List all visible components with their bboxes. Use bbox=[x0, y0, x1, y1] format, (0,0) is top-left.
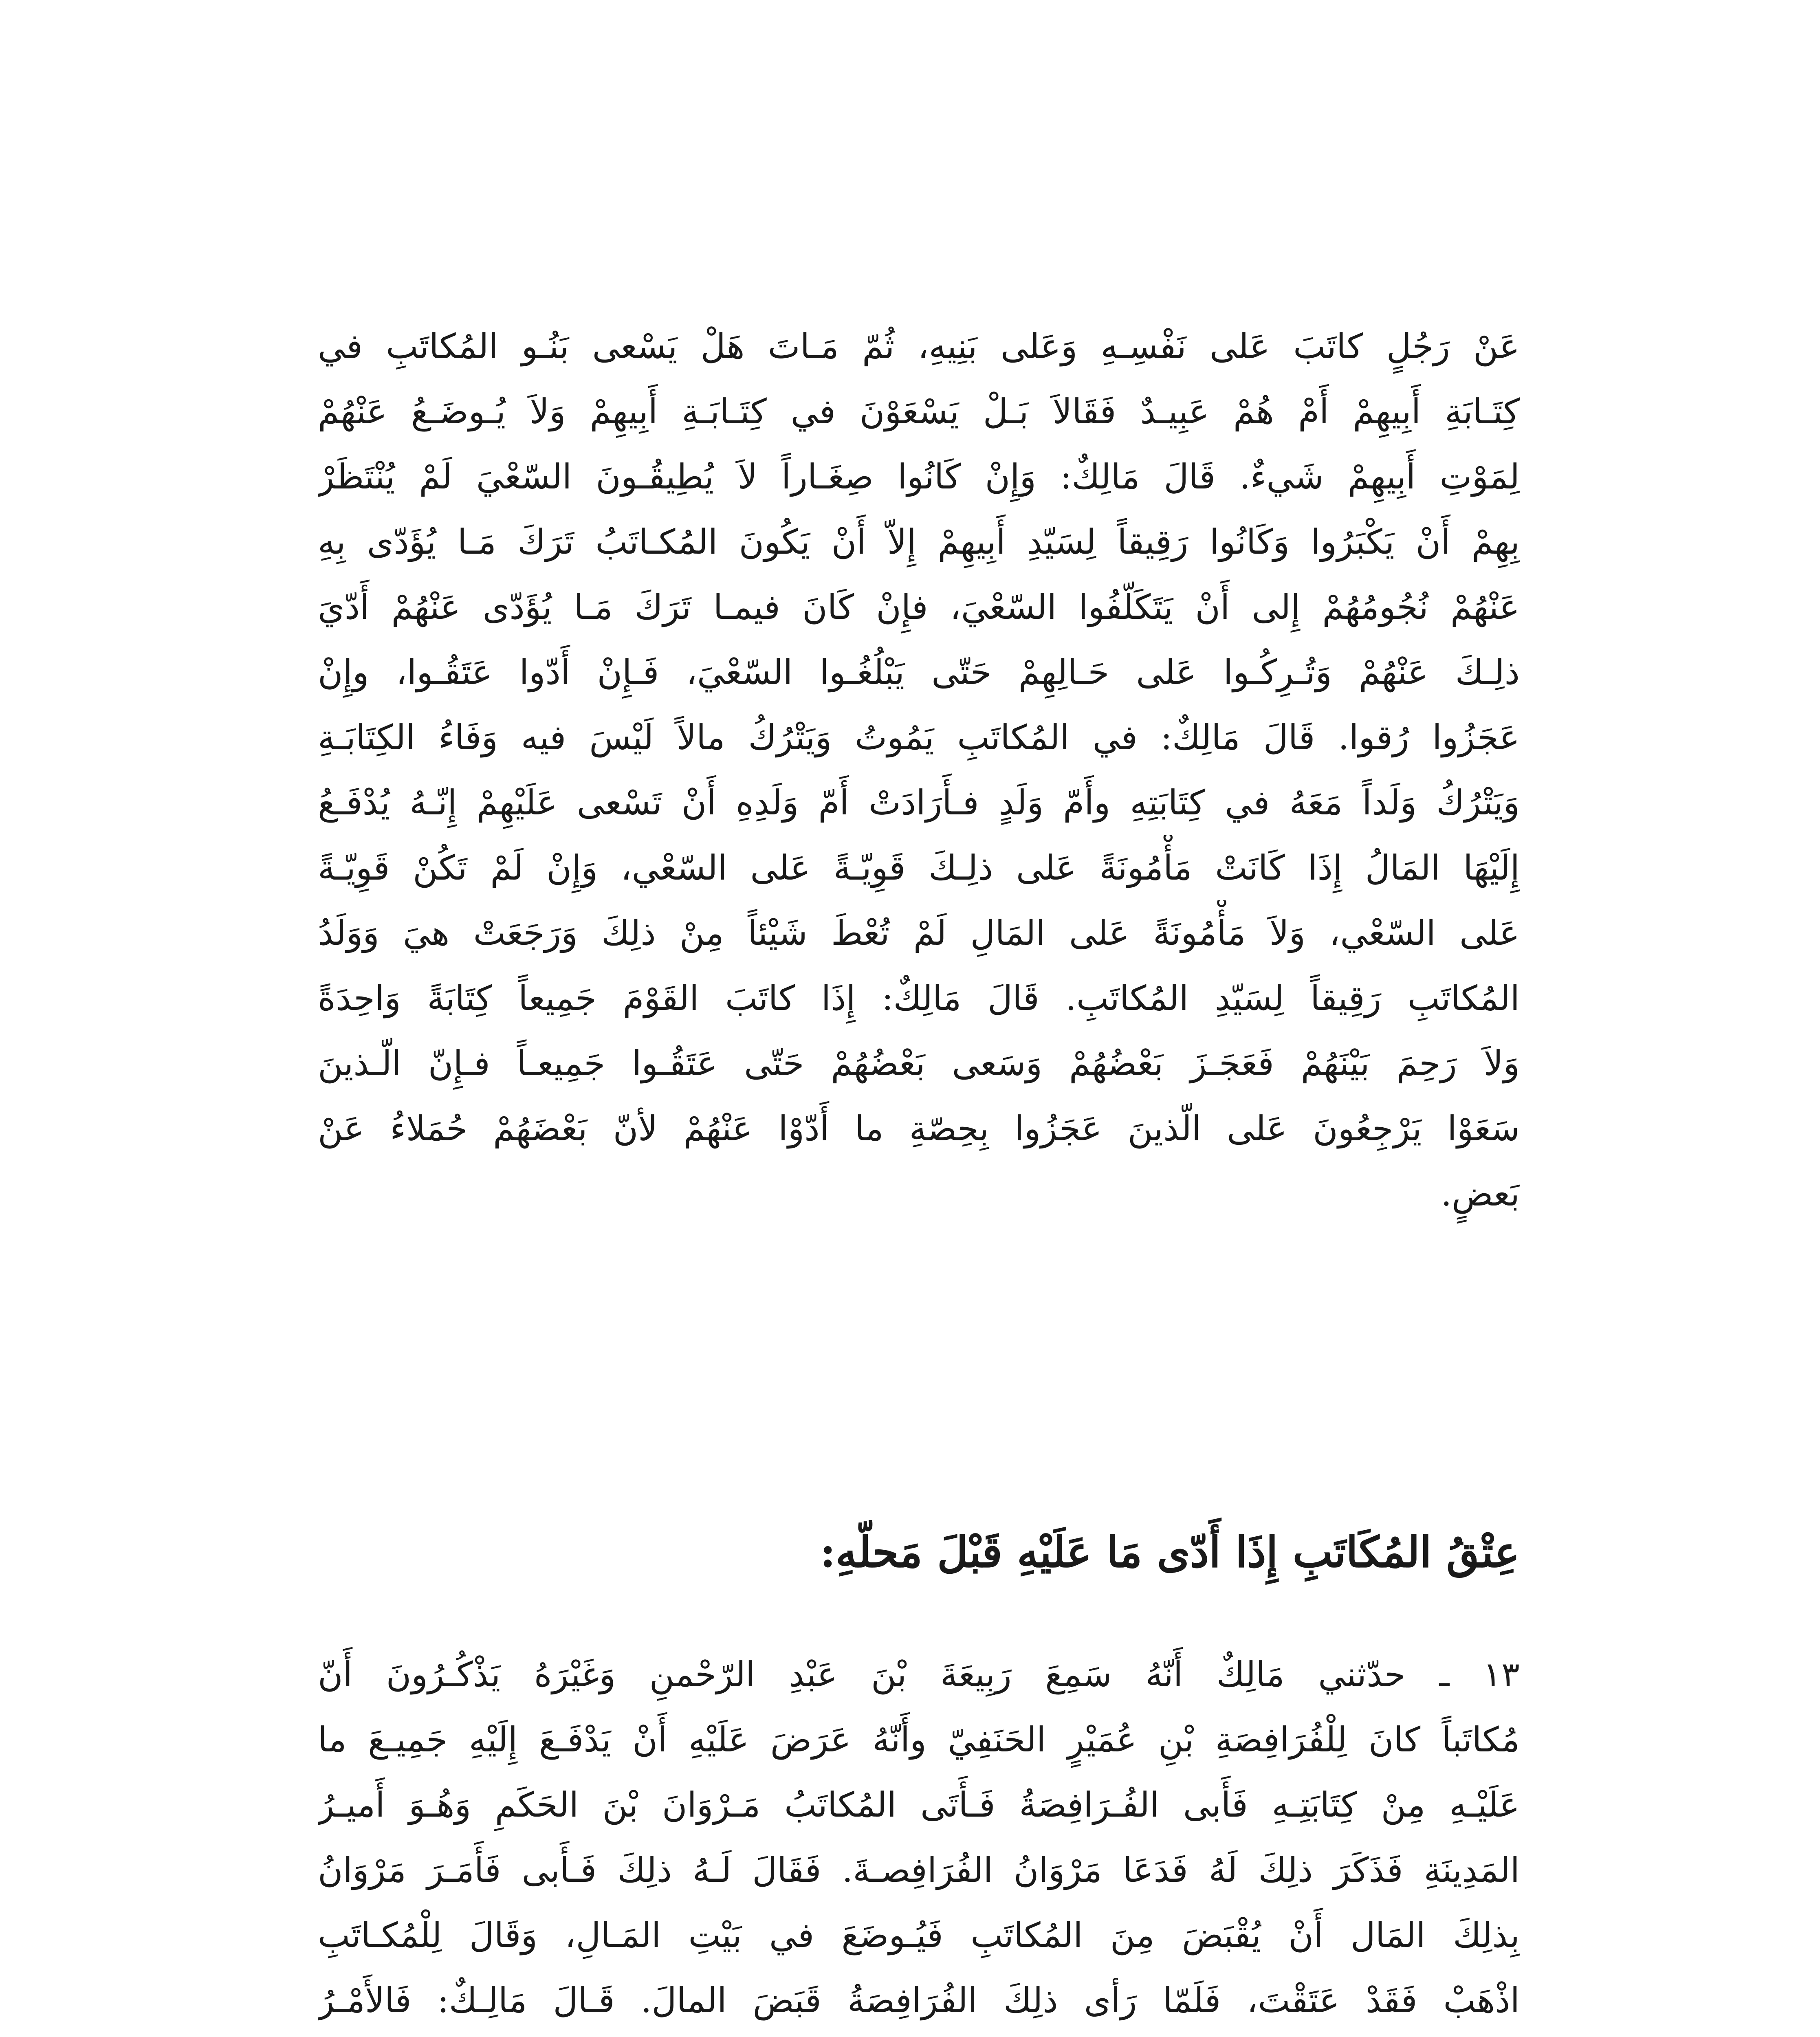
text-line: عَنْ رَجُلٍ كاتَبَ عَلى نَفْسِـهِ وَعَلى بَنِيهِ، ثُمّ مَـاتَ هَلْ يَسْعى بَنُـو المُكاتَبِ في bbox=[318, 326, 1520, 366]
paragraph-1 bbox=[318, 314, 1520, 1226]
text-line: ١٣ ـ حدّثني مَالِكٌ أَنّهُ سَمِعَ رَبِيعَةَ بْنَ عَبْدِ الرّحْمنِ وَغَيْرَهُ يَذْكُـرُونَ أَنّ bbox=[318, 1654, 1520, 1694]
text-line: عَلى السّعْي، وَلاَ مَأْمُونَةً عَلى المَالِ لَمْ تُعْطَ شَيْئاً مِنْ ذلِكَ وَرَجَعَتْ هيَ وَوَلَدُ bbox=[318, 913, 1520, 953]
section-heading: عِتْقُ المُكَاتَبِ إِذَا أَدّى مَا عَلَيْهِ قَبْلَ مَحلّهِ: bbox=[820, 1527, 1520, 1577]
text-line: مُكاتَباً كانَ لِلْفُرَافِصَةِ بْنِ عُمَيْرٍ الحَنَفِيّ وأَنّهُ عَرَضَ عَلَيْهِ أَنْ يَدْفَـعَ إِلَيْهِ جَمِيـعَ ما bbox=[318, 1720, 1520, 1760]
paragraph-2 bbox=[318, 1642, 1520, 2037]
text-line: بِذلِكَ المَال أَنْ يُقْبَضَ مِنَ المُكاتَبِ فَيُـوضَعَ في بَيْتِ المَـالِ، وَقَالَ لِلْمُكـاتَبِ bbox=[318, 1915, 1520, 1955]
text-line: المُكاتَبِ رَقِيقاً لِسَيّدِ المُكاتَبِ. قَالَ مَالِكٌ: إِذَا كاتَبَ القَوْمَ جَمِيعاً كِتَابَةً وَاحِدَةً bbox=[318, 978, 1520, 1018]
text-line: وَلاَ رَحِمَ بَيْنَهُمْ فَعَجَـزَ بَعْضُهُمْ وَسَعى بَعْضُهُمْ حَتّى عَتَقُـوا جَمِيعـاً فـإِنّ الّـذينَ bbox=[318, 1043, 1520, 1083]
text-line: اذْهَبْ فَقَدْ عَتَقْتَ، فَلَمّا رَأى ذلِكَ الفُرَافِصَةُ قَبَضَ المالَ. قَـالَ مَالِـكٌ: فَالأَمْـرُ bbox=[318, 1980, 1520, 2020]
text-line: المَدِينَةِ فَذَكَرَ ذلِكَ لَهُ فَدَعَا مَرْوَانُ الفُرَافِصـةَ. فَقَالَ لَـهُ ذلِكَ فَـأَبى فَأَمَـرَ مَرْوَانُ bbox=[318, 1850, 1520, 1890]
text-line: ذلِـكَ عَنْهُمْ وَتُـرِكُـوا عَلى حَـالِهِمْ حَتّى يَبْلُغُـوا السّعْيَ، فَـإِنْ أَدّوا عَتَقُـوا، وإِنْ bbox=[318, 652, 1520, 692]
text-line bbox=[318, 2033, 1520, 2037]
text-line: عَجَزُوا رُقوا. قَالَ مَالِكٌ: في المُكاتَبِ يَمُوتُ وَيَتْرُكُ مالاً لَيْسَ فيه وَفَاءُ الكِتَابَـةِ bbox=[318, 717, 1520, 757]
text-line: كِتَـابَةِ أَبِيهِمْ أَمْ هُمْ عَبِيـدٌ فَقَالاَ بَـلْ يَسْعَوْنَ في كِتَـابَـةِ أَبِيهِمْ وَلاَ يُـوضَـعُ عَنْهُمْ bbox=[318, 392, 1520, 431]
text-line: عَلَيْـهِ مِنْ كِتَابَتِـهِ فَأَبى الفُـرَافِصَةُ فَـأَتَى المُكاتَبُ مَـرْوَانَ بْنَ الحَكَمِ وَهُـوَ أَميـرُ bbox=[318, 1785, 1520, 1825]
text-line: إِلَيْهَا المَالُ إِذَا كَانَتْ مَأْمُونَةً عَلى ذلِـكَ قَوِيّـةً عَلى السّعْي، وَإِنْ لَمْ تَكُنْ قَوِيّـةً bbox=[318, 848, 1520, 888]
text-line: بَعضٍ. bbox=[1441, 1174, 1520, 1214]
text-line: لِمَوْتِ أَبِيهِمْ شَيءٌ. قَالَ مَالِكٌ: وَإِنْ كَانُوا صِغَـاراً لاَ يُطِيقُـونَ السّعْيَ لَمْ يُنْتَظَرْ bbox=[318, 457, 1520, 497]
text-line: سَعَوْا يَرْجِعُونَ عَلى الّذينَ عَجَزُوا بِحِصّةِ ما أَدّوْا عَنْهُمْ لأنّ بَعْضَهُمْ حُمَلاءُ عَنْ bbox=[318, 1109, 1520, 1148]
text-line: عَنْهُمْ نُجُومُهُمْ إِلى أَنْ يَتَكَلّفُوا السّعْيَ، فإِنْ كَانَ فيمـا تَرَكَ مَـا يُؤَدّى عَنْهُمْ أَدّيَ bbox=[318, 587, 1520, 627]
text-line: بِهِمْ أَنْ يَكْبَرُوا وَكَانُوا رَقِيقاً لِسَيّدِ أَبِيهِمْ إِلاّ أَنْ يَكُونَ المُكـاتَبُ تَرَكَ مَـا يُؤَدّى بِهِ bbox=[318, 522, 1520, 562]
text-line: وَيَتْرُكُ وَلَداً مَعَهُ في كِتَابَتِهِ وأَمّ وَلَدٍ فـأَرَادَتْ أَمّ وَلَدِهِ أَنْ تَسْعى عَلَيْهِمْ إِنّـهُ يُدْفَـعُ bbox=[318, 783, 1520, 823]
